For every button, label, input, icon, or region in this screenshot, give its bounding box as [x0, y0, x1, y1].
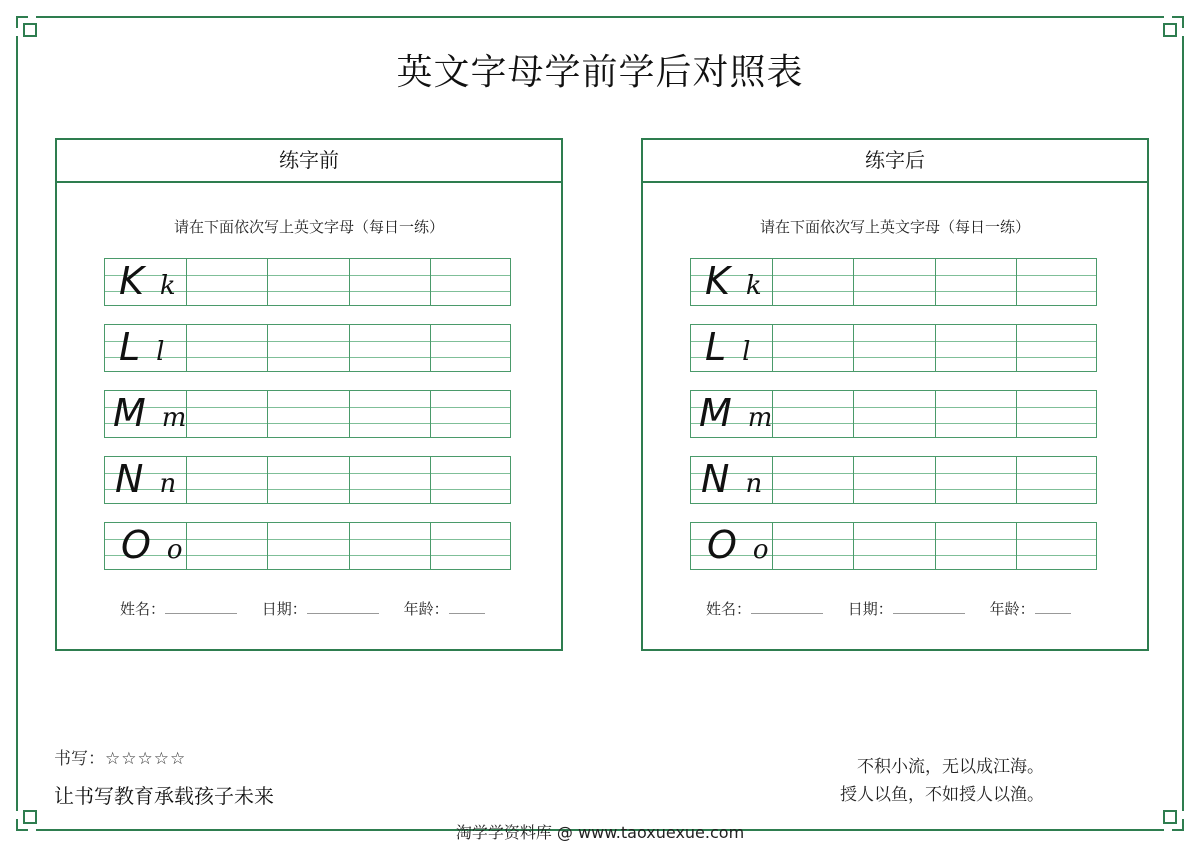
- sample-letters: L l: [119, 325, 167, 369]
- corner-ornament-top-left: [14, 14, 40, 40]
- writing-row-k[interactable]: [690, 258, 1097, 306]
- panel-after-practice: [641, 138, 1149, 651]
- age-field[interactable]: [1035, 612, 1071, 614]
- corner-ornament-top-right: [1160, 14, 1186, 40]
- date-field[interactable]: [893, 612, 965, 614]
- student-info: [706, 598, 1091, 619]
- sample-letters: M m: [699, 391, 775, 435]
- sample-letters: O o: [707, 523, 771, 567]
- watermark-text: 淘学学资料库 @ www.taoxuexue.com: [455, 823, 745, 842]
- star-rating-icons[interactable]: ☆☆☆☆☆: [105, 749, 187, 769]
- age-label: 年龄：: [989, 600, 1035, 618]
- frame-left: [16, 37, 18, 809]
- slogan-text: 让书写教育承载孩子未来: [54, 784, 274, 808]
- date-field[interactable]: [307, 612, 379, 614]
- writing-row-o[interactable]: [104, 522, 511, 570]
- writing-row-o[interactable]: [690, 522, 1097, 570]
- age-field[interactable]: [449, 612, 485, 614]
- rating-label: 书写：: [54, 749, 105, 769]
- name-field[interactable]: [751, 612, 823, 614]
- panel-before-practice: [55, 138, 563, 651]
- sample-letters: N n: [701, 457, 765, 501]
- sample-letters: K k: [705, 259, 764, 303]
- frame-top: [37, 16, 1163, 18]
- writing-row-k[interactable]: [104, 258, 511, 306]
- sample-letters: O o: [121, 523, 185, 567]
- writing-row-m[interactable]: [104, 390, 511, 438]
- instruction-text: 请在下面依次写上英文字母（每日一练）: [173, 218, 444, 236]
- sample-letters: N n: [115, 457, 179, 501]
- frame-right: [1182, 37, 1184, 809]
- age-label: 年龄：: [403, 600, 449, 618]
- panel-header: 练字前: [57, 140, 561, 183]
- writing-row-l[interactable]: [690, 324, 1097, 372]
- page-title: 英文字母学前学后对照表: [396, 52, 804, 93]
- date-label: 日期：: [847, 600, 893, 618]
- quote-line-1: 不积小流，无以成江海。: [857, 757, 1044, 777]
- writing-row-n[interactable]: [104, 456, 511, 504]
- handwriting-rating: [54, 744, 186, 769]
- name-field[interactable]: [165, 612, 237, 614]
- name-label: 姓名：: [120, 600, 166, 618]
- date-label: 日期：: [261, 600, 307, 618]
- sample-letters: M m: [113, 391, 189, 435]
- student-info: [120, 598, 505, 619]
- panel-header: 练字后: [643, 140, 1147, 183]
- instruction-text: 请在下面依次写上英文字母（每日一练）: [759, 218, 1030, 236]
- quote-line-2: 授人以鱼，不如授人以渔。: [840, 785, 1044, 805]
- writing-row-n[interactable]: [690, 456, 1097, 504]
- writing-row-l[interactable]: [104, 324, 511, 372]
- sample-letters: K k: [119, 259, 178, 303]
- name-label: 姓名：: [706, 600, 752, 618]
- writing-row-m[interactable]: [690, 390, 1097, 438]
- sample-letters: L l: [705, 325, 753, 369]
